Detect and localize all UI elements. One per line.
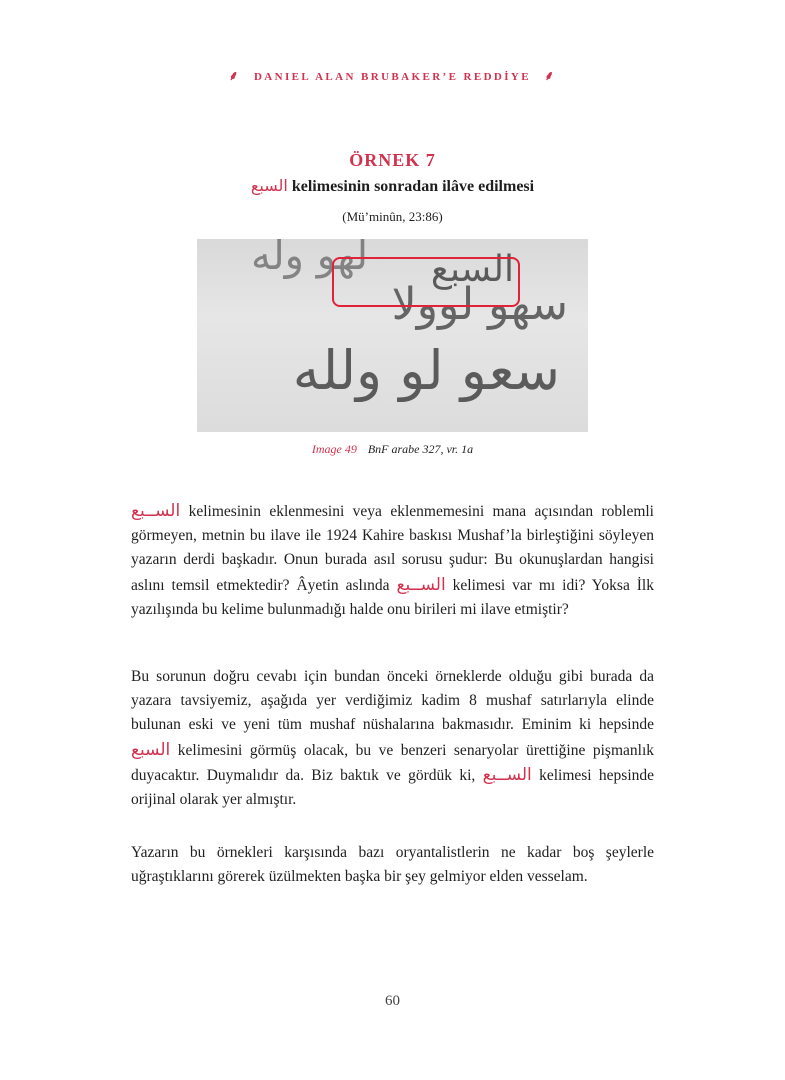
page-number: 60: [385, 993, 400, 1009]
section-subtitle: [0, 176, 785, 196]
ornament-right-icon: ⸙: [544, 68, 557, 83]
paragraph-2: [131, 665, 654, 812]
ornament-left-icon: ⸙: [228, 68, 241, 83]
arabic-word: الســبع: [482, 764, 532, 785]
paragraph-text: kelimesinin eklenmesini veya eklenmemesini mana açısından roblemli görmeyen, metnin bu ilave ile 1924 Kahire baskısı Mushaf’la birleştiğini söyleyen yazarın derdi başkadır. Onun burada asıl sorusu şudur: Bu okunuşlardan hangisi aslını temsil etmektedir? Âyetin aslında: [131, 503, 654, 594]
section-title: ÖRNEK 7: [349, 150, 436, 170]
arabic-word: الســبع: [396, 574, 446, 595]
figure-caption: [0, 442, 785, 457]
caption-label: Image 49: [311, 442, 357, 456]
paragraph-1: [131, 499, 654, 622]
paragraph-text: kelimesi hepsinde orijinal olarak yer almıştır.: [131, 766, 654, 809]
verse-reference: (Mü’minûn, 23:86): [342, 209, 443, 224]
highlight-box: [332, 257, 520, 307]
manuscript-image: [197, 239, 588, 432]
paragraph-text: kelimesini görmüş olacak, bu ve benzeri senaryolar ürettiğine pişmanlık duyacaktır. Duymalıdır da. Biz baktık ve gördük ki,: [131, 741, 654, 784]
manuscript-highlighted-word: السبع: [430, 249, 514, 290]
subtitle-arabic-word: السبع: [250, 176, 288, 195]
paragraph-text: kelimesi var mı idi? Yoksa İlk yazılışında bu kelime bulunmadığı halde onu birileri mi ilave etmiştir?: [131, 576, 654, 618]
paragraph-3: Yazarın bu örnekleri karşısında bazı oryantalistlerin ne kadar boş şeylerle uğraştıklarını görerek üzülmekten başka bir şey gelmiyor elden vesselam.: [131, 844, 654, 886]
manuscript-line: سعو لو ولله: [292, 339, 560, 402]
arabic-word: السبع: [131, 739, 171, 760]
subtitle-text: kelimesinin sonradan ilâve edilmesi: [291, 178, 535, 195]
caption-text: BnF arabe 327, vr. 1a: [367, 442, 474, 456]
paragraph-text: Bu sorunun doğru cevabı için bundan önceki örneklerde olduğu gibi burada da yazara tavsiyemiz, aşağıda yer verdiğimiz kadim 8 mushaf satırlarıyla elinde bulunan eski ve yeni tüm mushaf nüshalarına bakmasıdır. Eminim ki hepsinde: [131, 668, 654, 734]
running-header-text: DANIEL ALAN BRUBAKER’E REDDİYE: [253, 71, 532, 83]
manuscript-line: لهو وله: [251, 239, 368, 279]
manuscript-line: سهو لوولا: [391, 279, 568, 330]
arabic-word: الســبع: [131, 501, 181, 521]
running-header: [0, 66, 785, 84]
